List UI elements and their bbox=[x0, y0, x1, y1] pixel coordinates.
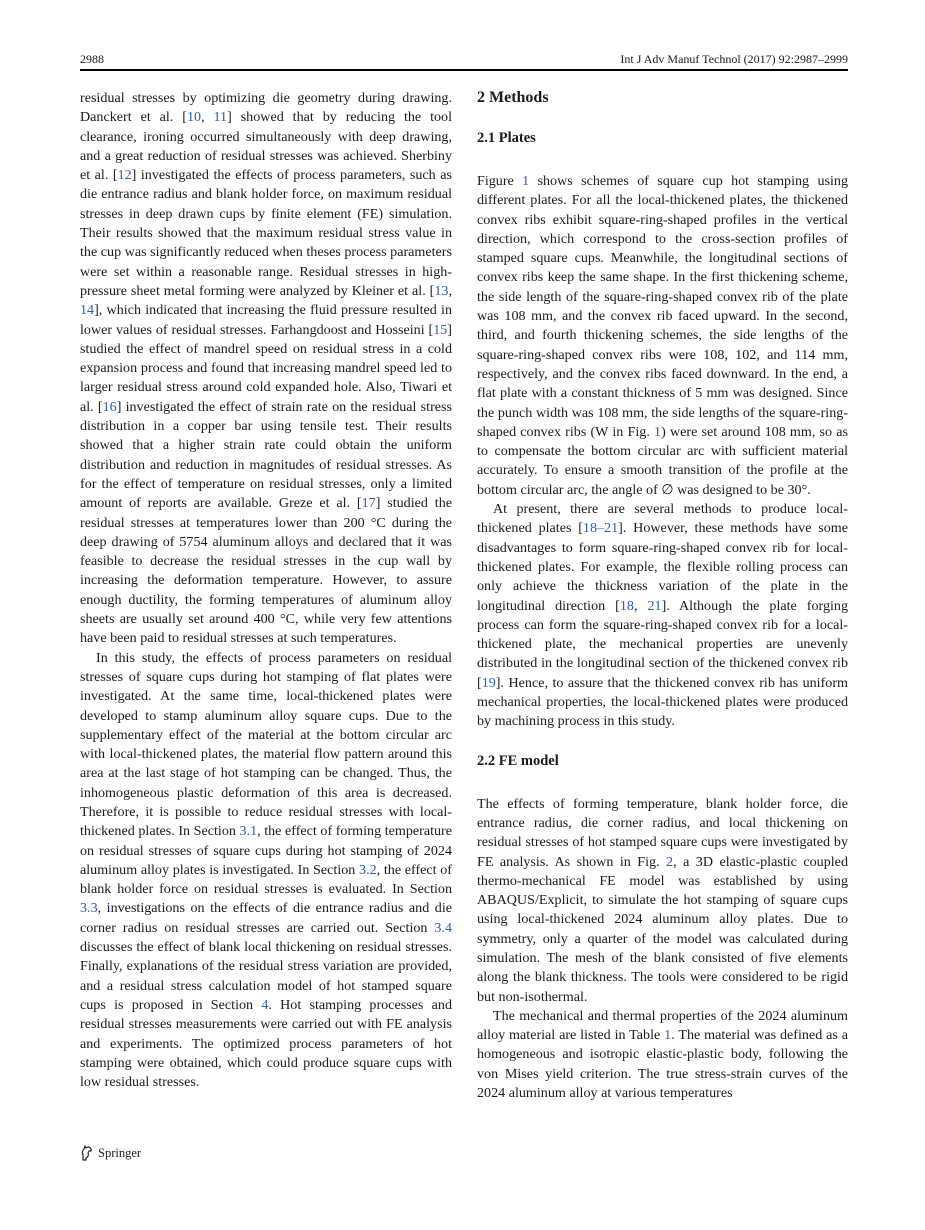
figure-link-2[interactable]: 2 bbox=[666, 853, 674, 870]
ref-link-18[interactable]: 18 bbox=[619, 597, 634, 614]
paragraph-production-methods: At present, there are several methods to produce local-thickened plates [18–21]. However, these methods have some disadvantages to form square-ring-shaped convex rib for local-thickened plates. For example, the flexible rolling process can only achieve the thickness variation of the plate in the longitudinal direction [18, 21]. Although the plate forging process can form the square-ring-shaped convex rib for a local-thickened plate, the mechanical properties are unevenly distributed in the longitudinal section of the thickened convex rib [19]. Hence, to assure that the thickened convex rib has uniform mechanical properties, the local-thickened plates were produced by machining process in this study. bbox=[477, 501, 849, 730]
ref-link-12[interactable]: 12 bbox=[117, 167, 132, 184]
ref-link-13[interactable]: 13 bbox=[434, 282, 449, 299]
header-rule bbox=[80, 69, 848, 71]
journal-citation: Int J Adv Manuf Technol (2017) 92:2987–2999 bbox=[620, 52, 848, 66]
ref-link-18-21[interactable]: 18–21 bbox=[582, 520, 619, 537]
page-number: 2988 bbox=[80, 52, 104, 66]
page-footer bbox=[80, 1145, 141, 1161]
paragraph-plates: Figure 1 shows schemes of square cup hot stamping using different plates. For all the local-thickened plates, the thickened convex ribs exhibit square-ring-shaped profiles in the vertical direction, which correspond to the cross-section profiles of stamped square cups. Meanwhile, the longitudinal sections of convex ribs keep the same shape. In the first thickening scheme, the side length of the square-ring-shaped convex rib of the plate was 108 mm, and the convex rib faced upward. In the second, third, and fourth thickening schemes, the side lengths of the square-ring-shaped convex ribs were 108, 102, and 114 mm, respectively, and the convex ribs faced downward. In the end, a flat plate with a constant thickness of 5 mm was designed. Since the punch width was 108 mm, the side lengths of the square-ring-shaped convex ribs (W in Fig. 1) were set around 108 mm, so as to compensate the bottom circular arc with sufficient material accurately. To ensure a smooth transition of the profile at the bottom circular arc, the angle of ∅ was designed to be 30°. bbox=[477, 173, 848, 498]
table-link-1[interactable]: 1 bbox=[664, 1027, 672, 1044]
right-column bbox=[477, 88, 848, 1103]
publisher-name: Springer bbox=[98, 1145, 142, 1160]
paragraph-this-study: In this study, the effects of process parameters on residual stresses of square cups during hot stamping of flat plates were investigated. At the same time, local-thickened plates were developed to stamp aluminum alloy square cups. Due to the supplementary effect of the material at the bottom circular arc with local-thickened plates, the material flow pattern around this area at the last stage of hot stamping can be changed. Thus, the inhomogeneous plastic deformation of this area is decreased. Therefore, it is possible to reduce residual stresses with local-thickened plates. In Section 3.1, the effect of forming temperature on residual stresses of square cups during hot stamping of 2024 aluminum alloy plates is investigated. In Section 3.2, the effect of blank holder force on residual stresses is evaluated. In Section 3.3, investigations on the effects of die entrance radius and die corner radius on residual stresses are carried out. Section 3.4 discusses the effect of blank local thickening on residual stresses. Finally, explanations of the residual stress variation are provided, and a residual stress calculation model of hot stamped square cups is proposed in Section 4. Hot stamping processes and residual stresses measurements were carried out with FE analysis and experiments. The optimized process parameters of hot stamping were obtained, which could produce square cups with low residual stresses. bbox=[80, 649, 452, 1091]
paragraph-residual-stress-review: residual stresses by optimizing die geometry during drawing. Danckert et al. [10, 11] showed that by reducing the tool clearance, ironing occurred simultaneously with deep drawing, and a great reduction of residual stresses was achieved. Sherbiny et al. [12] investigated the effects of process parameters, such as die entrance radius and blank holder force, on maximum residual stresses in deep drawn cups by finite element (FE) simulation. Their results showed that the maximum residual stress value in the cup was significantly reduced when theses process parameters were set within a reasonable range. Residual stresses in high-pressure sheet metal forming were analyzed by Kleiner et al. [13, 14], which indicated that increasing the fluid pressure resulted in lower values of residual stresses. Farhangdoost and Hosseini [15] studied the effect of mandrel speed on residual stress in a cold expansion process and found that increasing mandrel speed led to larger residual stress around cold expanded hole. Also, Tiwari et al. [16] investigated the effect of strain rate on the residual stress distribution in a copper bar using tensile test. Their results showed that a higher strain rate could obtain the uniform distribution and reduction in magnitudes of residual stresses. As for the effect of temperature on residual stresses, only a limited amount of reports are available. Greze et al. [17] studied the residual stresses at temperatures lower than 200 °C during the deep drawing of 5754 aluminum alloys and declared that it was feasible to decrease the residual stresses in the cup wall by increasing the deformation temperature. However, to assure enough ductility, the forming temperatures of aluminum alloy sheets are usually set around 400 °C, while very few attentions have been paid to residual stresses at such temperatures. bbox=[80, 90, 453, 647]
page-header bbox=[80, 52, 848, 70]
paragraph-material-properties: The mechanical and thermal properties of the 2024 aluminum alloy material are listed in Table 1. The material was defined as a homogeneous and isotropic elastic-plastic body, following the von Mises yield criterion. The true stress-strain curves of the 2024 aluminum alloy at various temperatures bbox=[477, 1007, 848, 1102]
section-link-3-4[interactable]: 3.4 bbox=[434, 919, 452, 936]
subsection-title-plates: 2.1 Plates bbox=[477, 130, 536, 146]
ref-link-19[interactable]: 19 bbox=[481, 674, 496, 691]
section-link-3-1[interactable]: 3.1 bbox=[239, 823, 258, 840]
ref-link-17[interactable]: 17 bbox=[361, 495, 376, 512]
ref-link-15[interactable]: 15 bbox=[433, 321, 448, 338]
section-link-4[interactable]: 4 bbox=[261, 996, 269, 1013]
ref-link-10[interactable]: 10 bbox=[186, 109, 202, 126]
paragraph-fe-model: The effects of forming temperature, blank holder force, die entrance radius, die corner radius, and local thickening on residual stresses of hot stamped square cups were investigated by FE analysis. As shown in Fig. 2, a 3D elastic-plastic coupled thermo-mechanical FE model was established by using ABAQUS/Explicit, to simulate the hot stamping of square cups using local-thickened 2024 aluminum alloy plates. Due to symmetry, only a quarter of the model was calculated during simulation. The mesh of the blank consisted of five elements along the blank thickness. The tools were considered to be rigid but non-isothermal. bbox=[477, 795, 848, 1005]
springer-horse-icon bbox=[80, 1145, 94, 1161]
section-link-3-3[interactable]: 3.3 bbox=[80, 900, 98, 917]
ref-link-11[interactable]: 11 bbox=[213, 109, 228, 126]
ref-link-21[interactable]: 21 bbox=[647, 597, 662, 614]
ref-link-14[interactable]: 14 bbox=[80, 302, 95, 319]
ref-link-16[interactable]: 16 bbox=[102, 398, 117, 415]
figure-link-1[interactable]: 1 bbox=[522, 173, 530, 189]
figure-link-1b[interactable]: 1 bbox=[654, 423, 662, 440]
section-title-methods: 2 Methods bbox=[477, 89, 549, 106]
subsection-title-fe-model: 2.2 FE model bbox=[477, 752, 559, 769]
left-column bbox=[80, 89, 452, 1092]
section-link-3-2[interactable]: 3.2 bbox=[359, 861, 377, 878]
